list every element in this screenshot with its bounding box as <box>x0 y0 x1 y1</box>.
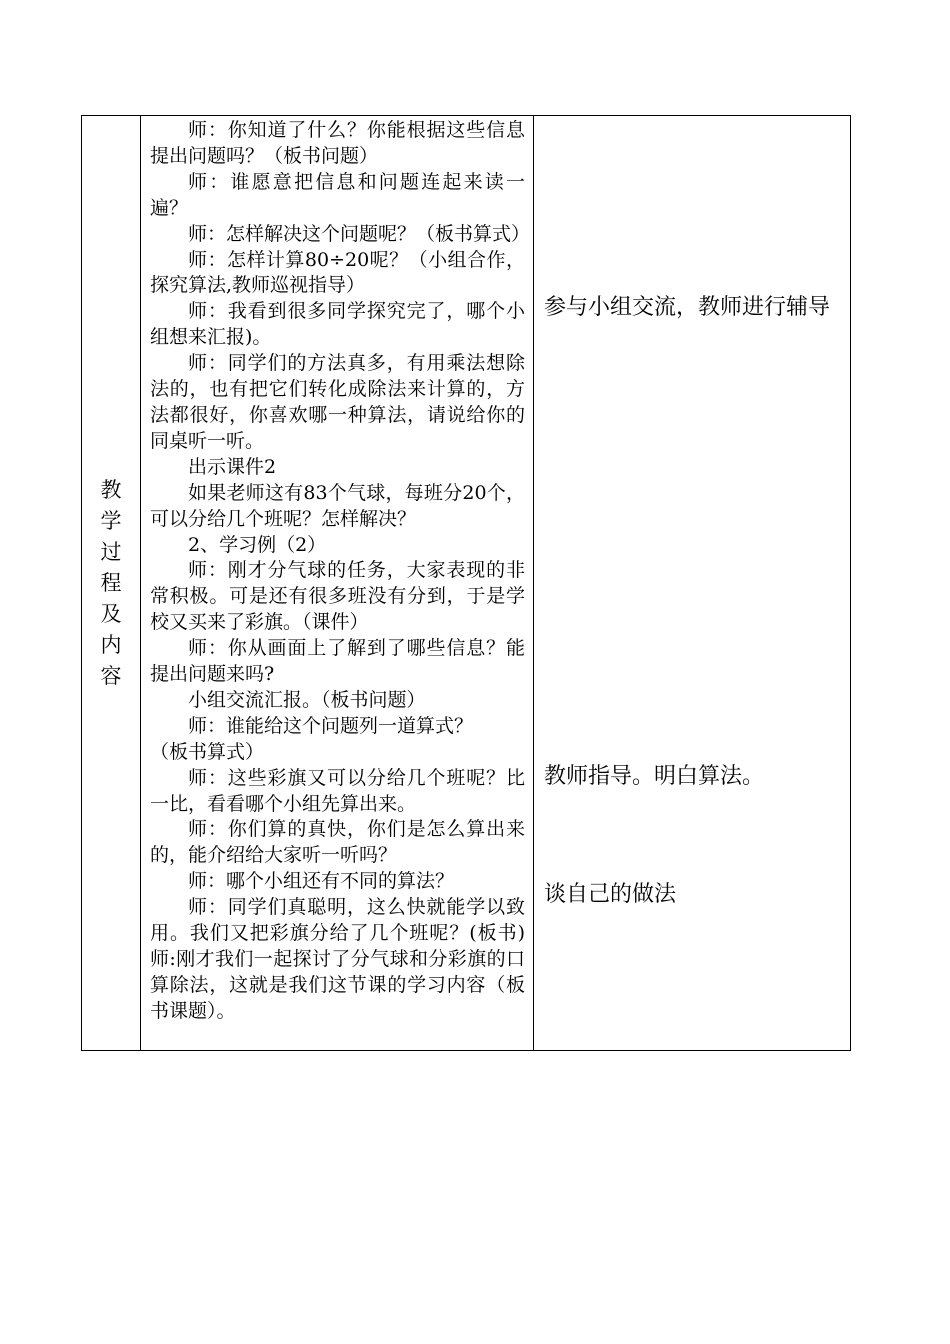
content-paragraph: 师：这些彩旗又可以分给几个班呢？比一比，看看哪个小组先算出来。 <box>150 766 525 815</box>
lesson-plan-table <box>81 115 851 1051</box>
content-paragraph: 如果老师这有83个气球，每班分20个，可以分给几个班呢？怎样解决？ <box>150 481 525 530</box>
content-paragraph: 小组交流汇报。（板书问题） <box>188 688 426 711</box>
content-paragraph: 师：同学们的方法真多，有用乘法想除法的，也有把它们转化成除法来计算的，方法都很好，你喜欢哪一种算法，请说给你的同桌听一听。 <box>150 352 525 452</box>
content-paragraph: 师：你们算的真快，你们是怎么算出来的，能介绍给大家听一听吗？ <box>150 818 525 867</box>
student-activity-cell <box>534 116 851 1051</box>
content-paragraph: 师：你从画面上了解到了哪些信息？能提出问题来吗? <box>150 637 525 686</box>
content-paragraph: （板书算式） <box>150 740 265 763</box>
activity-note: 谈自己的做法 <box>544 882 677 907</box>
activity-note: 教师指导。明白算法。 <box>544 764 765 789</box>
content-paragraph: 师：怎样解决这个问题呢？（板书算式） <box>188 222 531 245</box>
section-label: 教学过程及内容 <box>100 477 122 688</box>
teaching-content-cell <box>141 116 534 1051</box>
table-row <box>82 116 851 1051</box>
content-paragraph: 师：你知道了什么？你能根据这些信息提出问题吗？（板书问题） <box>150 119 525 167</box>
content-paragraph: 师：我看到很多同学探究完了，哪个小组想来汇报)。 <box>150 300 525 349</box>
content-paragraph: 师：怎样计算80÷20呢？（小组合作，探究算法,教师巡视指导） <box>150 248 525 297</box>
content-paragraph: 2、学习例（2） <box>188 533 327 556</box>
section-label-cell <box>82 116 141 1051</box>
content-paragraph: 师：同学们真聪明，这么快就能学以致用。我们又把彩旗分给了几个班呢？(板书)师:刚才我们一起探讨了分气球和分彩旗的口算除法，这就是我们这节课的学习内容（板书课题）。 <box>150 896 525 1022</box>
content-paragraph: 出示课件2 <box>188 455 277 478</box>
activity-note: 参与小组交流，教师进行辅导 <box>544 295 831 320</box>
content-paragraph: 师：哪个小组还有不同的算法？ <box>188 870 455 893</box>
content-paragraph: 师：谁愿意把信息和问题连起来读一遍？ <box>150 170 525 219</box>
content-paragraph: 师：谁能给这个问题列一道算式？ <box>188 714 474 737</box>
content-paragraph: 师：刚才分气球的任务，大家表现的非常积极。可是还有很多班没有分到，于是学校又买来了彩旗。（课件） <box>150 559 525 634</box>
